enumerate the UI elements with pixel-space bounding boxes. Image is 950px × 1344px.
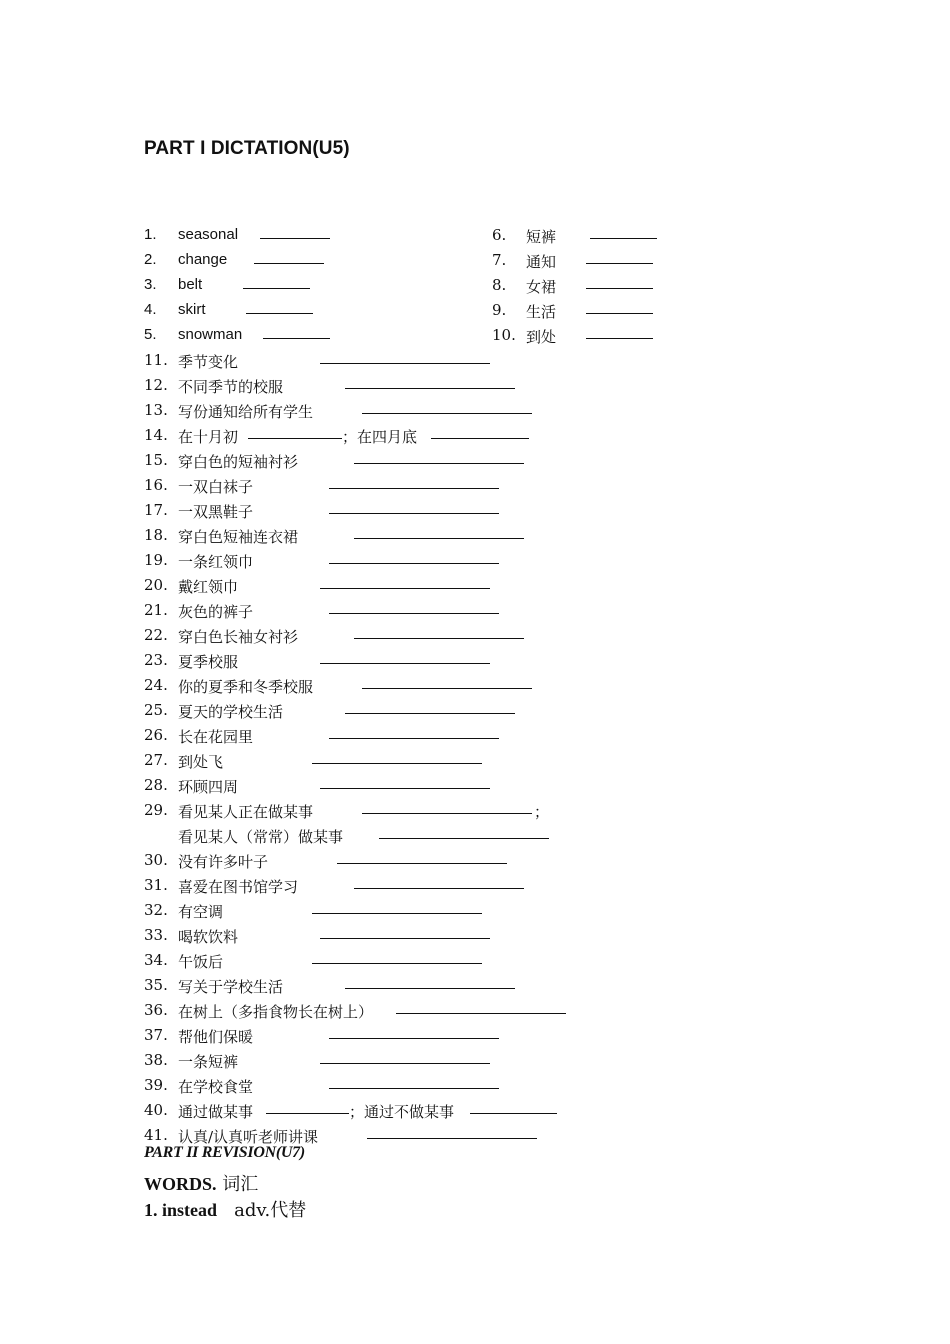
- phrase-item: 13. 写份通知给所有学生: [144, 399, 604, 421]
- dictation-item: 5. snowman: [144, 324, 444, 346]
- phrase-item: 22. 穿白色长袖女衬衫: [144, 624, 604, 646]
- answer-blank[interactable]: [329, 499, 499, 514]
- answer-blank[interactable]: [586, 299, 653, 314]
- dictation-item: 9. 生活: [492, 299, 692, 321]
- answer-blank[interactable]: [312, 899, 482, 914]
- answer-blank[interactable]: [590, 224, 657, 239]
- dictation-item: 8. 女裙: [492, 274, 692, 296]
- dictation-item: 10. 到处: [492, 324, 692, 346]
- answer-blank[interactable]: [337, 849, 507, 864]
- answer-blank[interactable]: [362, 674, 532, 689]
- answer-blank[interactable]: [354, 449, 524, 464]
- dictation-item: 2. change: [144, 249, 444, 271]
- answer-blank[interactable]: [362, 799, 532, 814]
- answer-blank[interactable]: [329, 599, 499, 614]
- phrase-item: 23. 夏季校服: [144, 649, 604, 671]
- answer-blank[interactable]: [586, 324, 653, 339]
- phrase-item: 16. 一双白袜子: [144, 474, 604, 496]
- answer-blank[interactable]: [345, 374, 515, 389]
- answer-blank[interactable]: [243, 274, 310, 289]
- word-entry: 1. instead adv.代替: [144, 1200, 307, 1221]
- phrase-item: 32. 有空调: [144, 899, 604, 921]
- answer-blank[interactable]: [329, 1024, 499, 1039]
- answer-blank[interactable]: [329, 1074, 499, 1089]
- phrase-item: 19. 一条红领巾: [144, 549, 604, 571]
- answer-blank[interactable]: [320, 1049, 490, 1064]
- answer-blank[interactable]: [320, 774, 490, 789]
- phrase-item: 41. 认真/认真听老师讲课: [144, 1124, 604, 1146]
- phrase-item: 34. 午饭后: [144, 949, 604, 971]
- dictation-item: 1. seasonal: [144, 224, 444, 246]
- answer-blank[interactable]: [586, 249, 653, 264]
- phrase-item: 14. 在十月初 ；在四月底: [144, 424, 604, 446]
- phrase-item: 40. 通过做某事 ；通过不做某事: [144, 1099, 604, 1121]
- phrase-item: 36. 在树上（多指食物长在树上）: [144, 999, 604, 1021]
- phrase-item: 17. 一双黑鞋子: [144, 499, 604, 521]
- phrase-item: 24. 你的夏季和冬季校服: [144, 674, 604, 696]
- answer-blank[interactable]: [320, 349, 490, 364]
- dictation-item: 6. 短裤: [492, 224, 692, 246]
- phrase-item: 28. 环顾四周: [144, 774, 604, 796]
- phrase-item: 20. 戴红领巾: [144, 574, 604, 596]
- answer-blank[interactable]: [320, 649, 490, 664]
- answer-blank[interactable]: [354, 874, 524, 889]
- dictation-item: 4. skirt: [144, 299, 444, 321]
- answer-blank[interactable]: [266, 1099, 349, 1114]
- phrase-item: 18. 穿白色短袖连衣裙: [144, 524, 604, 546]
- phrase-item: 33. 喝软饮料: [144, 924, 604, 946]
- phrase-item: 37. 帮他们保暖: [144, 1024, 604, 1046]
- page-title: PART I DICTATION(U5): [144, 138, 350, 159]
- answer-blank[interactable]: [586, 274, 653, 289]
- answer-blank[interactable]: [470, 1099, 557, 1114]
- phrase-item: 26. 长在花园里: [144, 724, 604, 746]
- phrase-item: 39. 在学校食堂: [144, 1074, 604, 1096]
- answer-blank[interactable]: [329, 724, 499, 739]
- answer-blank[interactable]: [345, 699, 515, 714]
- phrase-item: 12. 不同季节的校服: [144, 374, 604, 396]
- phrase-item: 15. 穿白色的短袖衬衫: [144, 449, 604, 471]
- answer-blank[interactable]: [248, 424, 342, 439]
- answer-blank[interactable]: [329, 474, 499, 489]
- dictation-item: 7. 通知: [492, 249, 692, 271]
- answer-blank[interactable]: [354, 624, 524, 639]
- phrase-item: 31. 喜爱在图书馆学习: [144, 874, 604, 896]
- phrase-item: 11. 季节变化: [144, 349, 604, 371]
- answer-blank[interactable]: [260, 224, 330, 239]
- answer-blank[interactable]: [431, 424, 529, 439]
- answer-blank[interactable]: [345, 974, 515, 989]
- answer-blank[interactable]: [254, 249, 324, 264]
- phrase-item: 29. 看见某人正在做某事 ；: [144, 801, 550, 821]
- answer-blank[interactable]: [329, 549, 499, 564]
- answer-blank[interactable]: [367, 1124, 537, 1139]
- phrase-item: 38. 一条短裤: [144, 1049, 604, 1071]
- answer-blank[interactable]: [263, 324, 330, 339]
- dictation-item: 3. belt: [144, 274, 444, 296]
- answer-blank[interactable]: [312, 749, 482, 764]
- phrase-item: 看见某人（常常）做某事: [144, 824, 604, 846]
- phrase-item: 21. 灰色的裤子: [144, 599, 604, 621]
- answer-blank[interactable]: [362, 399, 532, 414]
- answer-blank[interactable]: [396, 999, 566, 1014]
- phrase-item: 30. 没有许多叶子: [144, 849, 604, 871]
- answer-blank[interactable]: [246, 299, 313, 314]
- part2-title: PART II REVISION(U7): [144, 1144, 305, 1161]
- phrase-item: 27. 到处飞: [144, 749, 604, 771]
- phrase-item: 25. 夏天的学校生活: [144, 699, 604, 721]
- answer-blank[interactable]: [312, 949, 482, 964]
- answer-blank[interactable]: [320, 574, 490, 589]
- words-heading: WORDS. 词汇: [144, 1174, 259, 1195]
- phrase-item: 35. 写关于学校生活: [144, 974, 604, 996]
- answer-blank[interactable]: [320, 924, 490, 939]
- answer-blank[interactable]: [379, 824, 549, 839]
- answer-blank[interactable]: [354, 524, 524, 539]
